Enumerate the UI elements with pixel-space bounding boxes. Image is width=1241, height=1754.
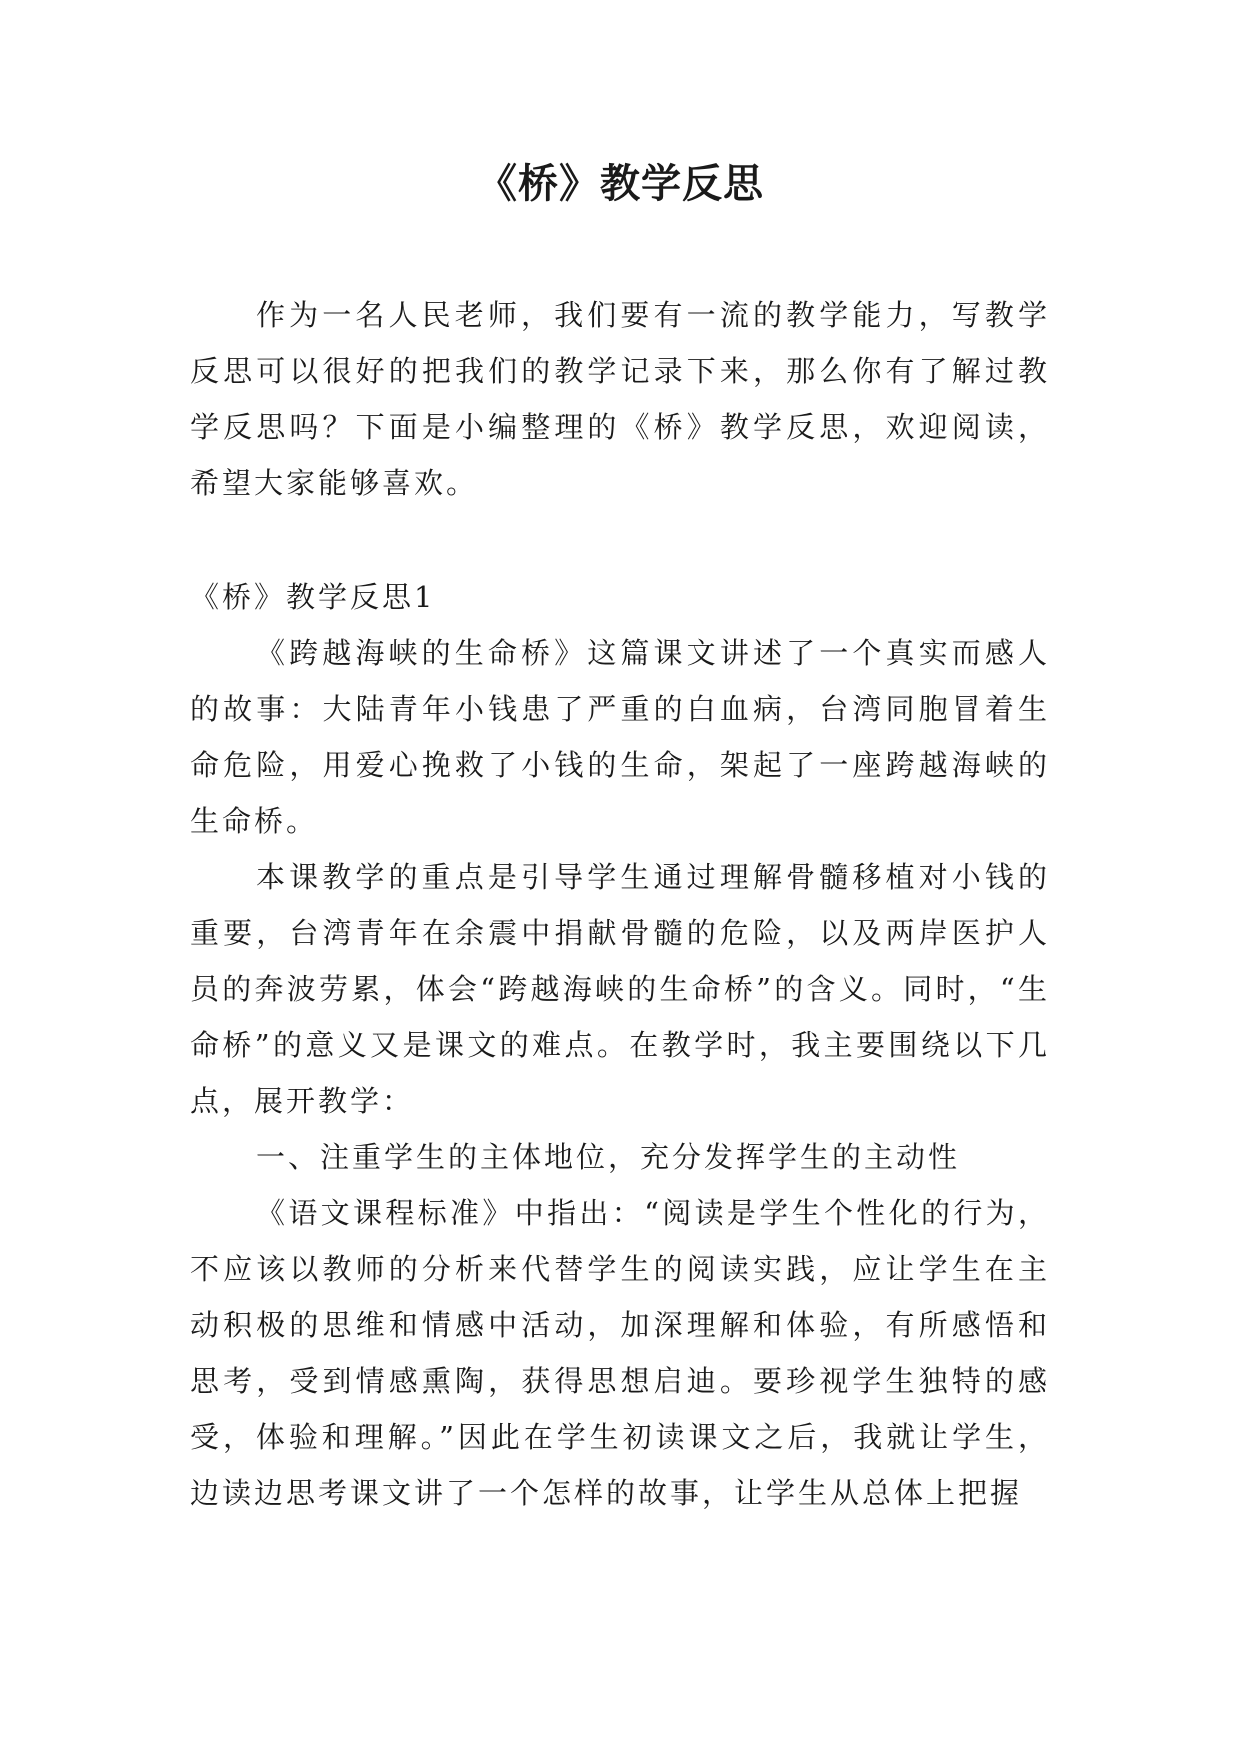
body-paragraph: 一、注重学生的主体地位，充分发挥学生的主动性: [256, 1140, 961, 1174]
document-title: 《桥》教学反思: [477, 161, 764, 207]
document-body: [190, 287, 1050, 1521]
body-paragraph: 《跨越海峡的生命桥》这篇课文讲述了一个真实而感人的故事：大陆青年小钱患了严重的白血病，台湾同胞冒着生命危险，用爱心挽救了小钱的生命，架起了一座跨越海峡的生命桥。: [190, 636, 1050, 838]
intro-paragraph: 作为一名人民老师，我们要有一流的教学能力，写教学反思可以很好的把我们的教学记录下来，那么你有了解过教学反思吗？下面是小编整理的《桥》教学反思，欢迎阅读，希望大家能够喜欢。: [190, 298, 1050, 500]
body-paragraph: 本课教学的重点是引导学生通过理解骨髓移植对小钱的重要，台湾青年在余震中捐献骨髓的危险，以及两岸医护人员的奔波劳累，体会“跨越海峡的生命桥”的含义。同时，“生命桥”的意义又是课文的难点。在教学时，我主要围绕以下几点，展开教学：: [190, 860, 1050, 1118]
section-heading: 《桥》教学反思1: [190, 580, 436, 614]
section-spacer: [190, 511, 1050, 569]
body-paragraph: 《语文课程标准》中指出：“阅读是学生个性化的行为，不应该以教师的分析来代替学生的阅读实践，应让学生在主动积极的思维和情感中活动，加深理解和体验，有所感悟和思考，受到情感熏陶，获得思想启迪。要珍视学生独特的感受，体验和理解。”因此在学生初读课文之后，我就让学生，边读边思考课文讲了一个怎样的故事，让学生从总体上把握: [190, 1196, 1050, 1510]
